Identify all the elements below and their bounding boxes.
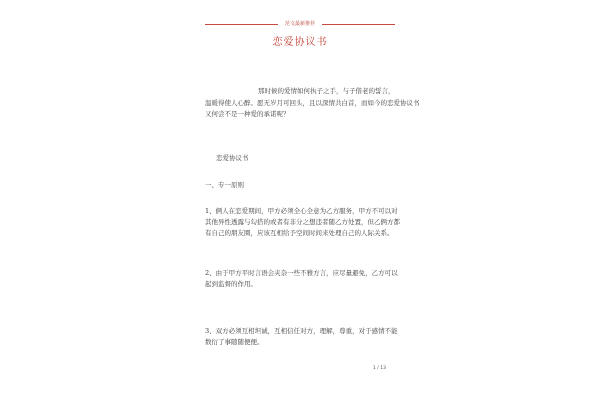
header-label: 范文最新推荐	[278, 20, 322, 28]
agreement-subtitle: 恋爱协议书	[216, 154, 249, 162]
section-heading: 一、专一原则	[205, 181, 244, 189]
clause-paragraph: 1、俩人在恋爱期间，甲方必须全心全意为乙方服务，甲方不可以对其他异性透露与勾搭的或者有非分之想违者随乙方处置，但乙俩方都有自己的朋友圈，应该互相给予空间时间来处理自己的人际关系。	[205, 207, 400, 237]
intro-paragraph-first-line: 那时候的爱情如何执子之手，与子偕老的誓言，	[258, 87, 395, 95]
clause-paragraph: 3、双方必须互相坦诚，互相信任对方，理解，尊重，对于感情不能数衍了事随随便便。	[205, 327, 398, 346]
document-title: 恋爱协议书	[272, 37, 328, 48]
page-number: 1 / 13	[373, 366, 386, 371]
clause-paragraph: 2、由于甲方平时言语会夹杂一些不雅方言，应尽量避免，乙方可以起到监督的作用。	[205, 269, 398, 288]
intro-paragraph-body: 温暖得使人心醉。愿无岁月可回头，且以深情共白首，而如今的恋爱协议书又何尝不是一种爱的承诺呢？	[205, 99, 420, 118]
